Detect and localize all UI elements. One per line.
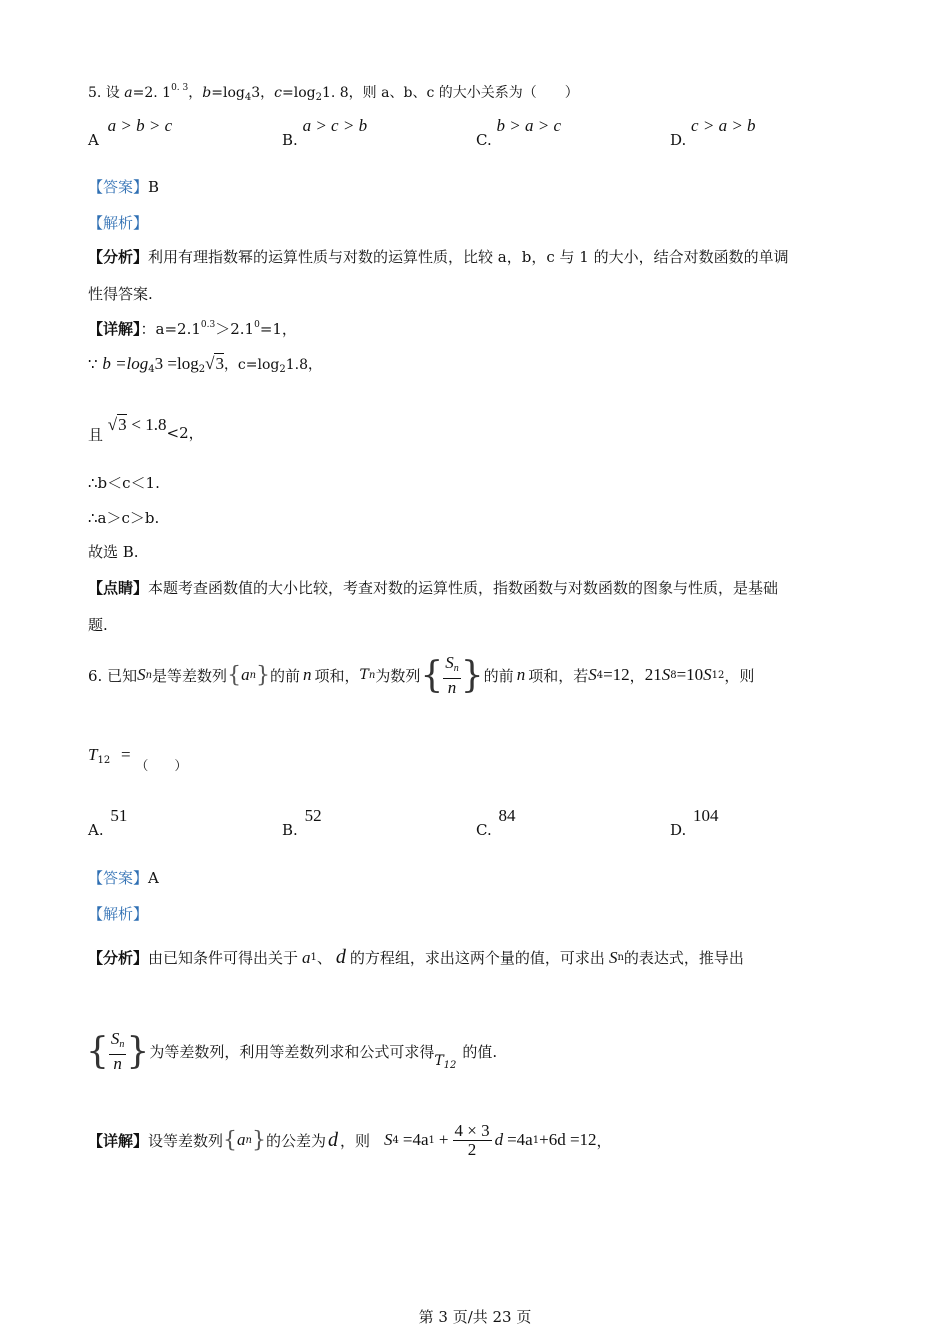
q5-therefore2: ∴a＞c＞b. [88,509,160,527]
q5-option-a[interactable]: A a > b > c [88,116,173,149]
q5-choose: 故选 B. [88,543,139,561]
answer-tag: 【答案】 [88,178,149,196]
q5-b-expression: ∵ $b =\log_43 =\log_2√3$，$c=\log_21.8$， [88,354,323,375]
q6-option-d[interactable]: D. 104 [670,806,719,839]
q5-analysis-tag: 【解析】 [88,214,149,232]
q5-inequality: 且 √3 < 1.8<2， [88,415,204,444]
q6-option-b[interactable]: B. 52 [282,806,322,839]
q6-t12-line: $T_{12}$ = （ ） [88,745,188,774]
q6-fenxi-line2: { $\frac{S_n}{n}$ } 为等差数列，利用等差数列求和公式可求得 $T_{12}$ 的值. [86,1029,498,1073]
q5-dianjing-line2: 题. [88,616,108,634]
page-number: 第 3 页/共 23 页 [418,1308,532,1326]
q5-answer: 【答案】B [88,178,160,196]
q5-option-c[interactable]: C. b > a > c [476,116,561,149]
q5-fenxi-line1: 【分析】利用有理指数幂的运算性质与对数的运算性质，比较 a，b，c 与 1 的大小，结合对数函数的单调 [88,248,789,266]
answer-tag: 【答案】 [88,869,149,887]
q5-dianjing-line1: 【点睛】本题考查函数值的大小比较，考查对数的运算性质，指数函数与对数函数的图象与性质，是基础 [88,579,779,597]
q6-option-c[interactable]: C. 84 [476,806,516,839]
q5-fenxi-line2: 性得答案. [88,285,153,303]
q6-option-a[interactable]: A. 51 [88,806,128,839]
q6-analysis-tag: 【解析】 [88,905,149,923]
q5-stem: 5. 设 a=2. $1^{0. 3}$，$b=\log_43$，$c=\log_21$. 8，则 a、b、c 的大小关系为（ ） [88,83,579,103]
q5-option-b[interactable]: B. a > c > b [282,116,368,149]
q5-therefore1: ∴b＜c＜1. [88,474,160,492]
q6-fenxi-line1: 【分析】 由已知条件可得出关于 a 1 、 d 的方程组，求出这两个量的值，可求出 S n 的表达式，推导出 [88,946,744,968]
q5-option-d[interactable]: D. c > a > b [670,116,756,149]
page-footer [0,1306,950,1327]
q6-answer: 【答案】A [88,869,159,887]
q6-stem: 6. 已知 S n 是等差数列 { a n } 的前 n 项和， T n 为数列 { $\frac{S_n}{n}$ } 的前 n 项和，若 S 4 =12 ， 21 S 8 =10 S 12 ，则 [88,652,755,697]
q5-xiangjie-line1: 【详解】：$a=2.1^{0.3}>2.1^0=1$， [88,320,297,338]
q6-xiangjie: 【详解】 设等差数列 { a n } 的公差为 d ，则 S 4 =4a 1 + $\frac{4 \times 3}{2}$ d =4a 1 +6d =12 ， [88,1120,612,1159]
